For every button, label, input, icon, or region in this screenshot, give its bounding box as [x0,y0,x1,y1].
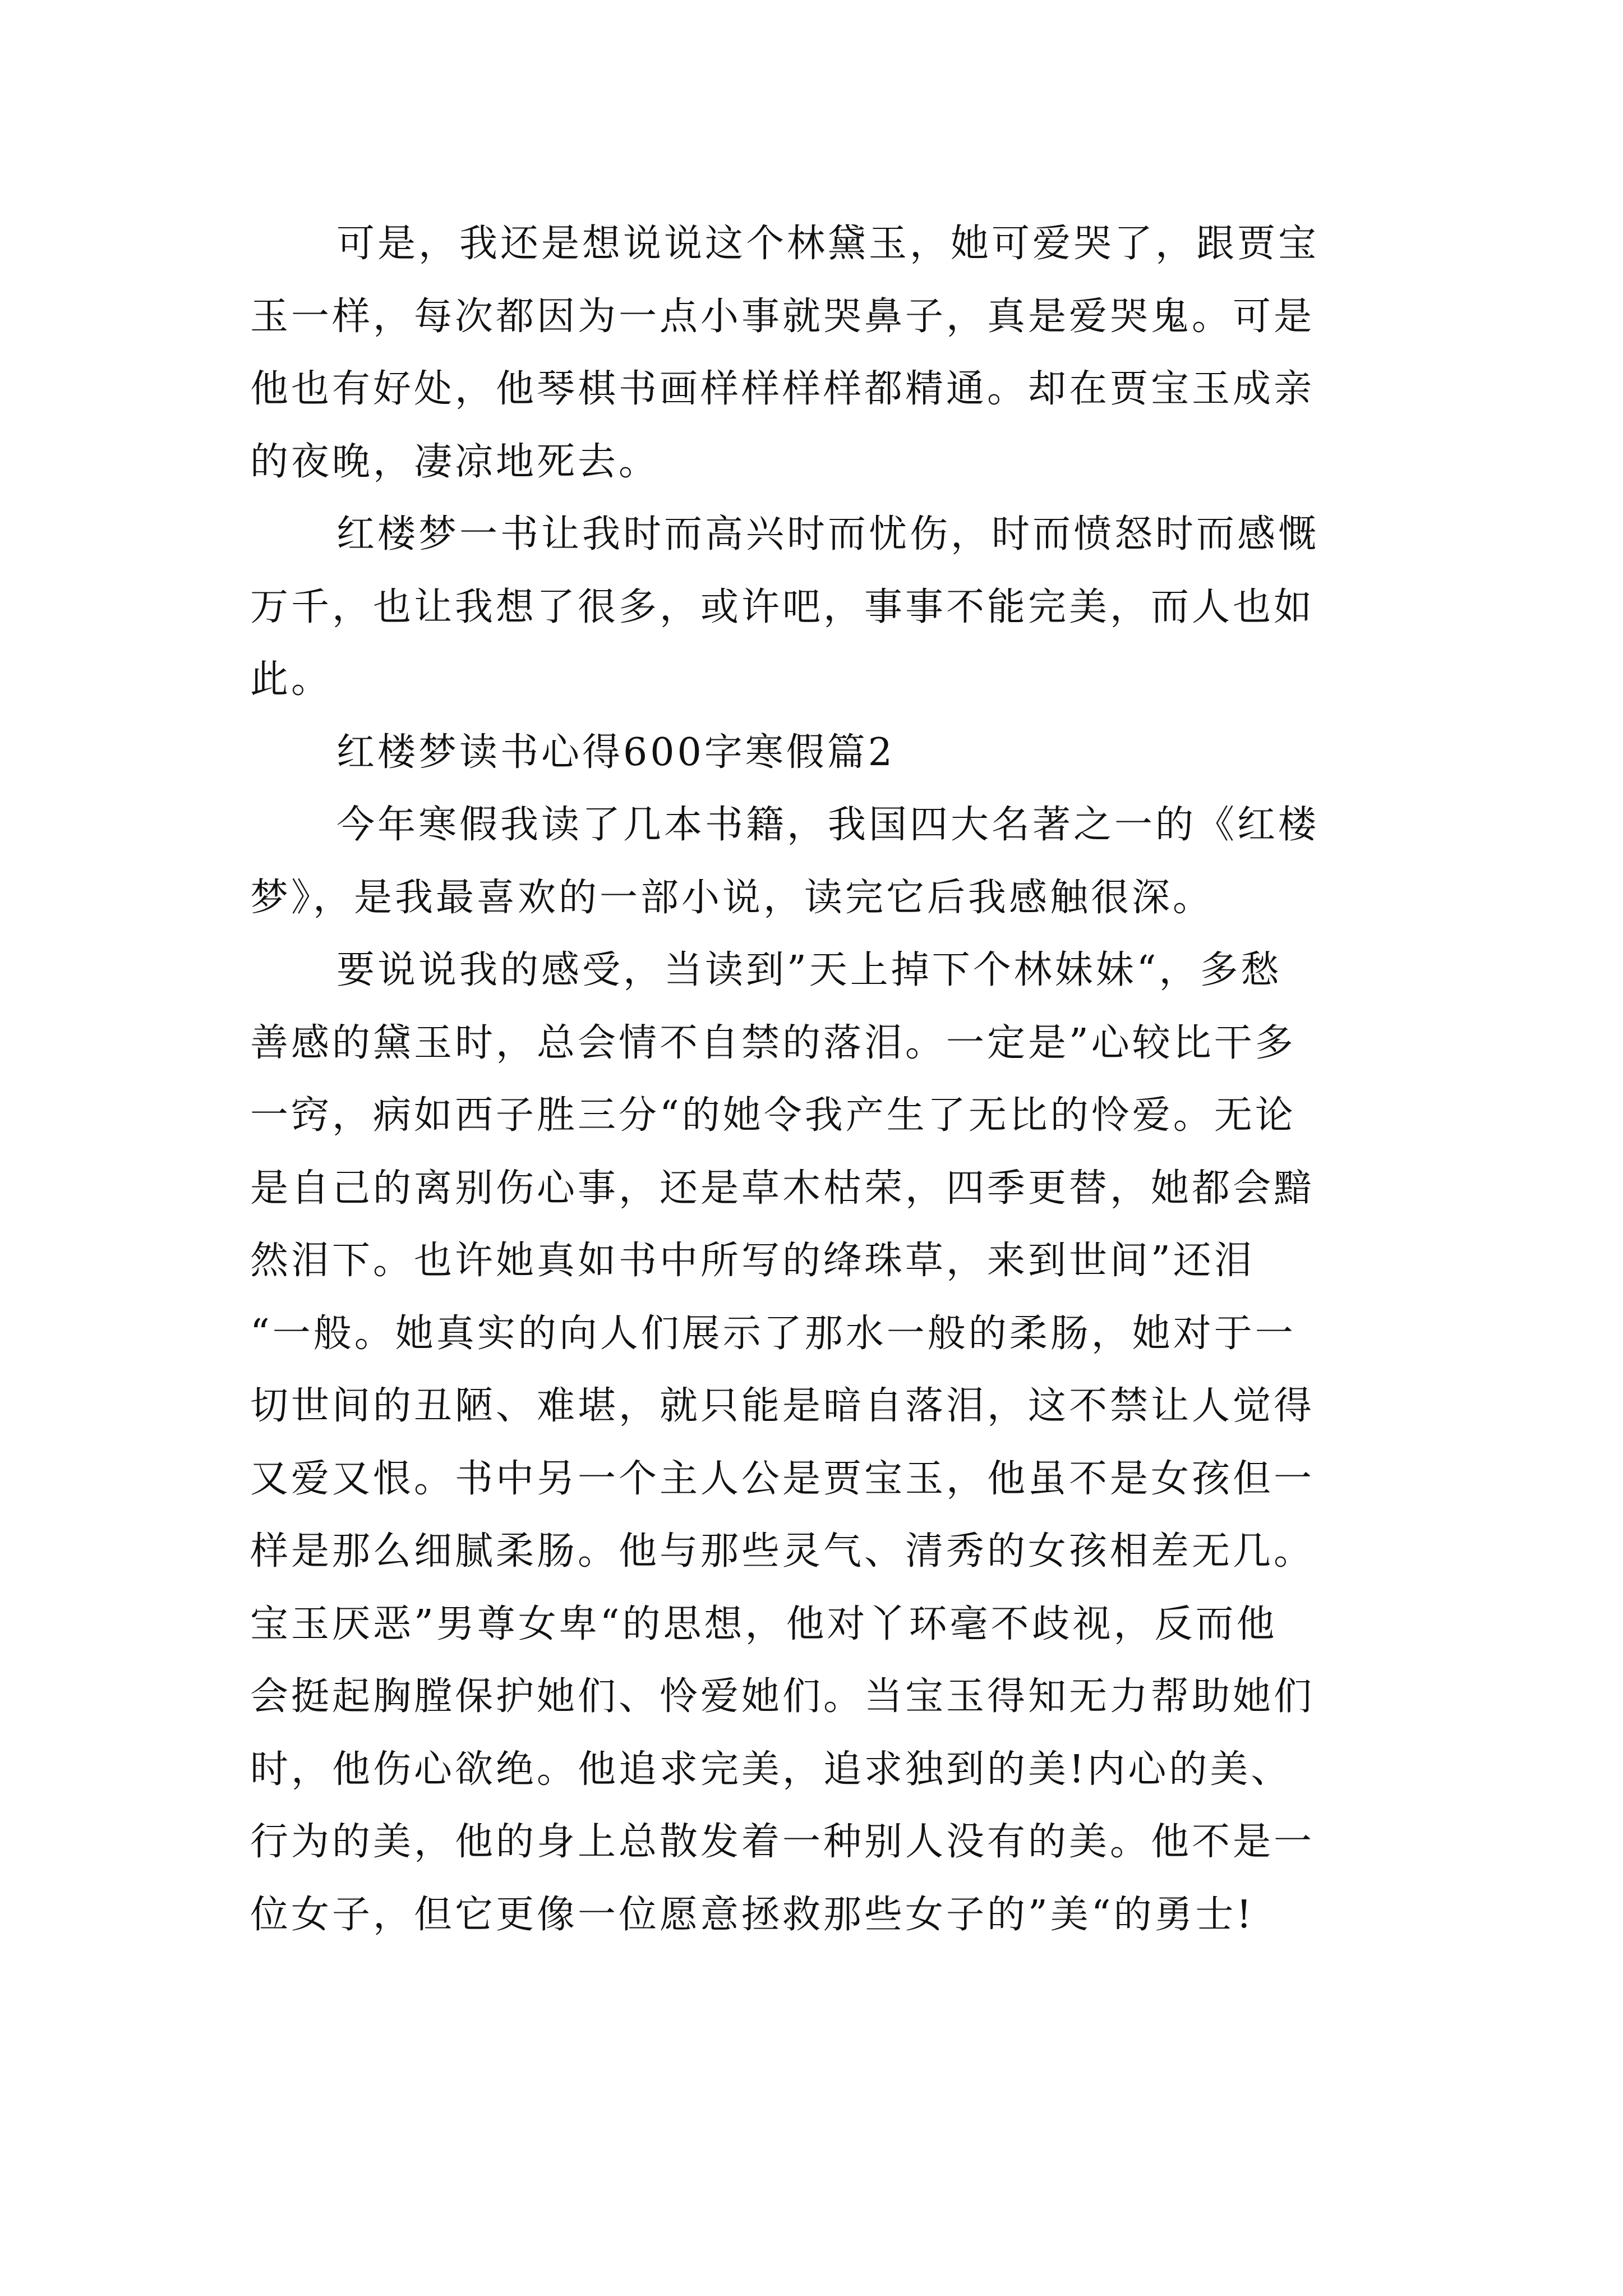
text-line: “一般。她真实的向人们展示了那水一般的柔肠，她对于一 [250,1311,1296,1356]
text-line: 玉一样，每次都因为一点小事就哭鼻子，真是爱哭鬼。可是 [250,294,1315,339]
text-line: 梦》，是我最喜欢的一部小说，读完它后我感触很深。 [250,875,1214,920]
text-line: 善感的黛玉时，总会情不自禁的落泪。一定是”心较比干多 [250,1020,1296,1065]
paragraph-first-line: 红楼梦一书让我时而高兴时而忧伤，时而愤怒时而感慨 [336,512,1320,556]
text-line: 位女子，但它更像一位愿意拯救那些女子的”美“的勇士! [250,1892,1255,1937]
text-line: 会挺起胸膛保护她们、怜爱她们。当宝玉得知无力帮助她们 [250,1674,1315,1719]
text-line: 是自己的离别伤心事，还是草木枯荣，四季更替，她都会黯 [250,1166,1315,1211]
text-line: 万千，也让我想了很多，或许吧，事事不能完美，而人也如 [250,585,1315,629]
text-line: 样是那么细腻柔肠。他与那些灵气、清秀的女孩相差无几。 [250,1529,1315,1573]
text-line: 切世间的丑陋、难堪，就只能是暗自落泪，这不禁让人觉得 [250,1384,1315,1428]
text-line: 他也有好处，他琴棋书画样样样样都精通。却在贾宝玉成亲 [250,367,1315,411]
text-line: 时，他伤心欲绝。他追求完美，追求独到的美!内心的美、 [250,1747,1292,1792]
paragraph-first-line: 要说说我的感受，当读到”天上掉下个林妹妹“，多愁 [336,948,1282,992]
text-line: 的夜晚，凄凉地死去。 [250,439,660,484]
text-line: 又爱又恨。书中另一个主人公是贾宝玉，他虽不是女孩但一 [250,1456,1315,1501]
text-line: 然泪下。也许她真如书中所写的绛珠草，来到世间”还泪 [250,1239,1255,1283]
text-line: 一窍，病如西子胜三分“的她令我产生了无比的怜爱。无论 [250,1093,1296,1138]
paragraph-first-line: 可是，我还是想说说这个林黛玉，她可爱哭了，跟贾宝 [336,222,1320,266]
document-body [250,208,1372,1951]
text-line: 行为的美，他的身上总散发着一种别人没有的美。他不是一 [250,1820,1315,1864]
text-line: 此。 [250,657,333,702]
paragraph-first-line: 今年寒假我读了几本书籍，我国四大名著之一的《红楼 [336,803,1320,847]
text-line: 宝玉厌恶”男尊女卑“的思想，他对丫环毫不歧视，反而他 [250,1602,1278,1646]
section-heading: 红楼梦读书心得600字寒假篇2 [336,730,896,775]
